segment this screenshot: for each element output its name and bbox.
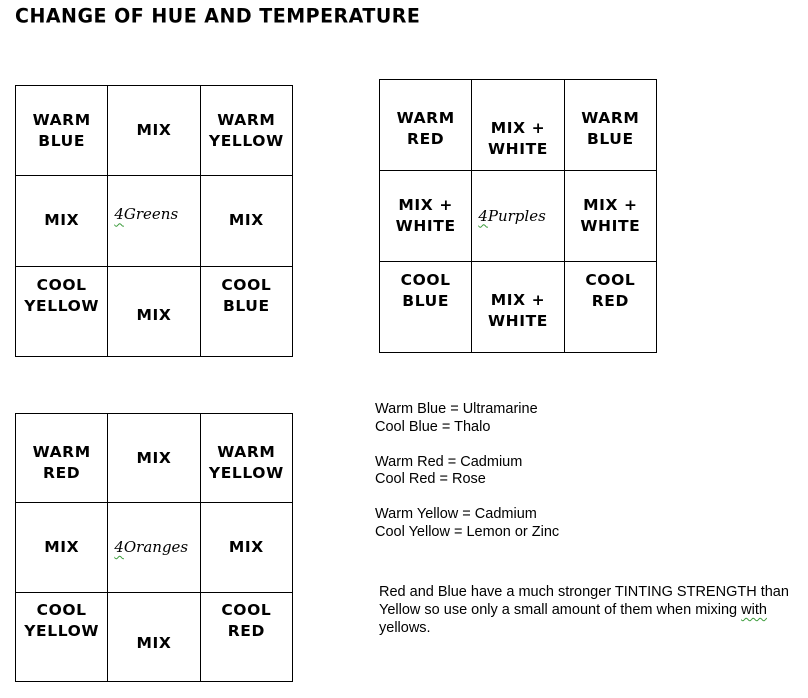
page-title: CHANGE OF HUE AND TEMPERATURE (15, 4, 421, 28)
purples-mixing-grid (379, 79, 657, 353)
center-label: Purples (487, 206, 546, 225)
grid-cell: WARM BLUE (16, 86, 108, 176)
grid-cell: MIX + WHITE (472, 262, 564, 353)
grid-cell: WARM YELLOW (201, 86, 293, 176)
greens-mixing-grid (15, 85, 293, 357)
grid-cell: WARM RED (380, 80, 472, 171)
note-line: Warm Blue = Ultramarine (375, 401, 538, 417)
grid-center-cell (108, 176, 200, 266)
tip-text-end: yellows. (379, 620, 431, 636)
note-spacer (375, 489, 559, 507)
grid-cell: MIX (201, 503, 293, 592)
grid-cell: COOL YELLOW (16, 267, 108, 357)
grid-cell: MIX (108, 593, 200, 682)
note-line: Warm Yellow = Cadmium (375, 506, 537, 522)
grid-cell: COOL RED (565, 262, 657, 353)
grid-cell: WARM YELLOW (201, 414, 293, 503)
tip-text: Red and Blue have a much stronger TINTING STRENGTH than Yellow so use only a small amount of them when mixing (379, 584, 789, 618)
grid-cell: MIX (108, 86, 200, 176)
grid-cell: COOL YELLOW (16, 593, 108, 682)
tip-underlined-word: with (741, 602, 767, 618)
grid-cell: MIX + WHITE (472, 80, 564, 171)
grid-cell: MIX + WHITE (565, 171, 657, 262)
center-number: 4 (114, 537, 124, 556)
tinting-strength-tip (379, 583, 794, 637)
center-number: 4 (478, 206, 488, 225)
center-label: Greens (123, 205, 179, 224)
note-line: Cool Blue = Thalo (375, 418, 491, 435)
center-label: Oranges (123, 537, 189, 556)
grid-cell: MIX + WHITE (380, 171, 472, 262)
note-spacer (375, 436, 559, 454)
grid-cell: WARM BLUE (565, 80, 657, 171)
grid-cell: MIX (108, 267, 200, 357)
grid-cell: COOL RED (201, 593, 293, 682)
grid-cell: MIX (108, 414, 200, 503)
note-line: Warm Red = Cadmium (375, 453, 523, 470)
grid-cell: COOL BLUE (201, 267, 293, 357)
grid-cell: MIX (201, 176, 293, 266)
grid-cell: COOL BLUE (380, 262, 472, 353)
note-line: Cool Yellow = Lemon or Zinc (375, 523, 560, 540)
grid-cell: MIX (16, 503, 108, 592)
grid-center-cell (472, 171, 564, 262)
note-line: Cool Red = Rose (375, 471, 486, 487)
grid-cell: MIX (16, 176, 108, 266)
grid-cell: WARM RED (16, 414, 108, 503)
center-number: 4 (114, 205, 124, 224)
oranges-mixing-grid (15, 413, 293, 682)
grid-center-cell (108, 503, 200, 592)
paint-notes (375, 401, 559, 541)
